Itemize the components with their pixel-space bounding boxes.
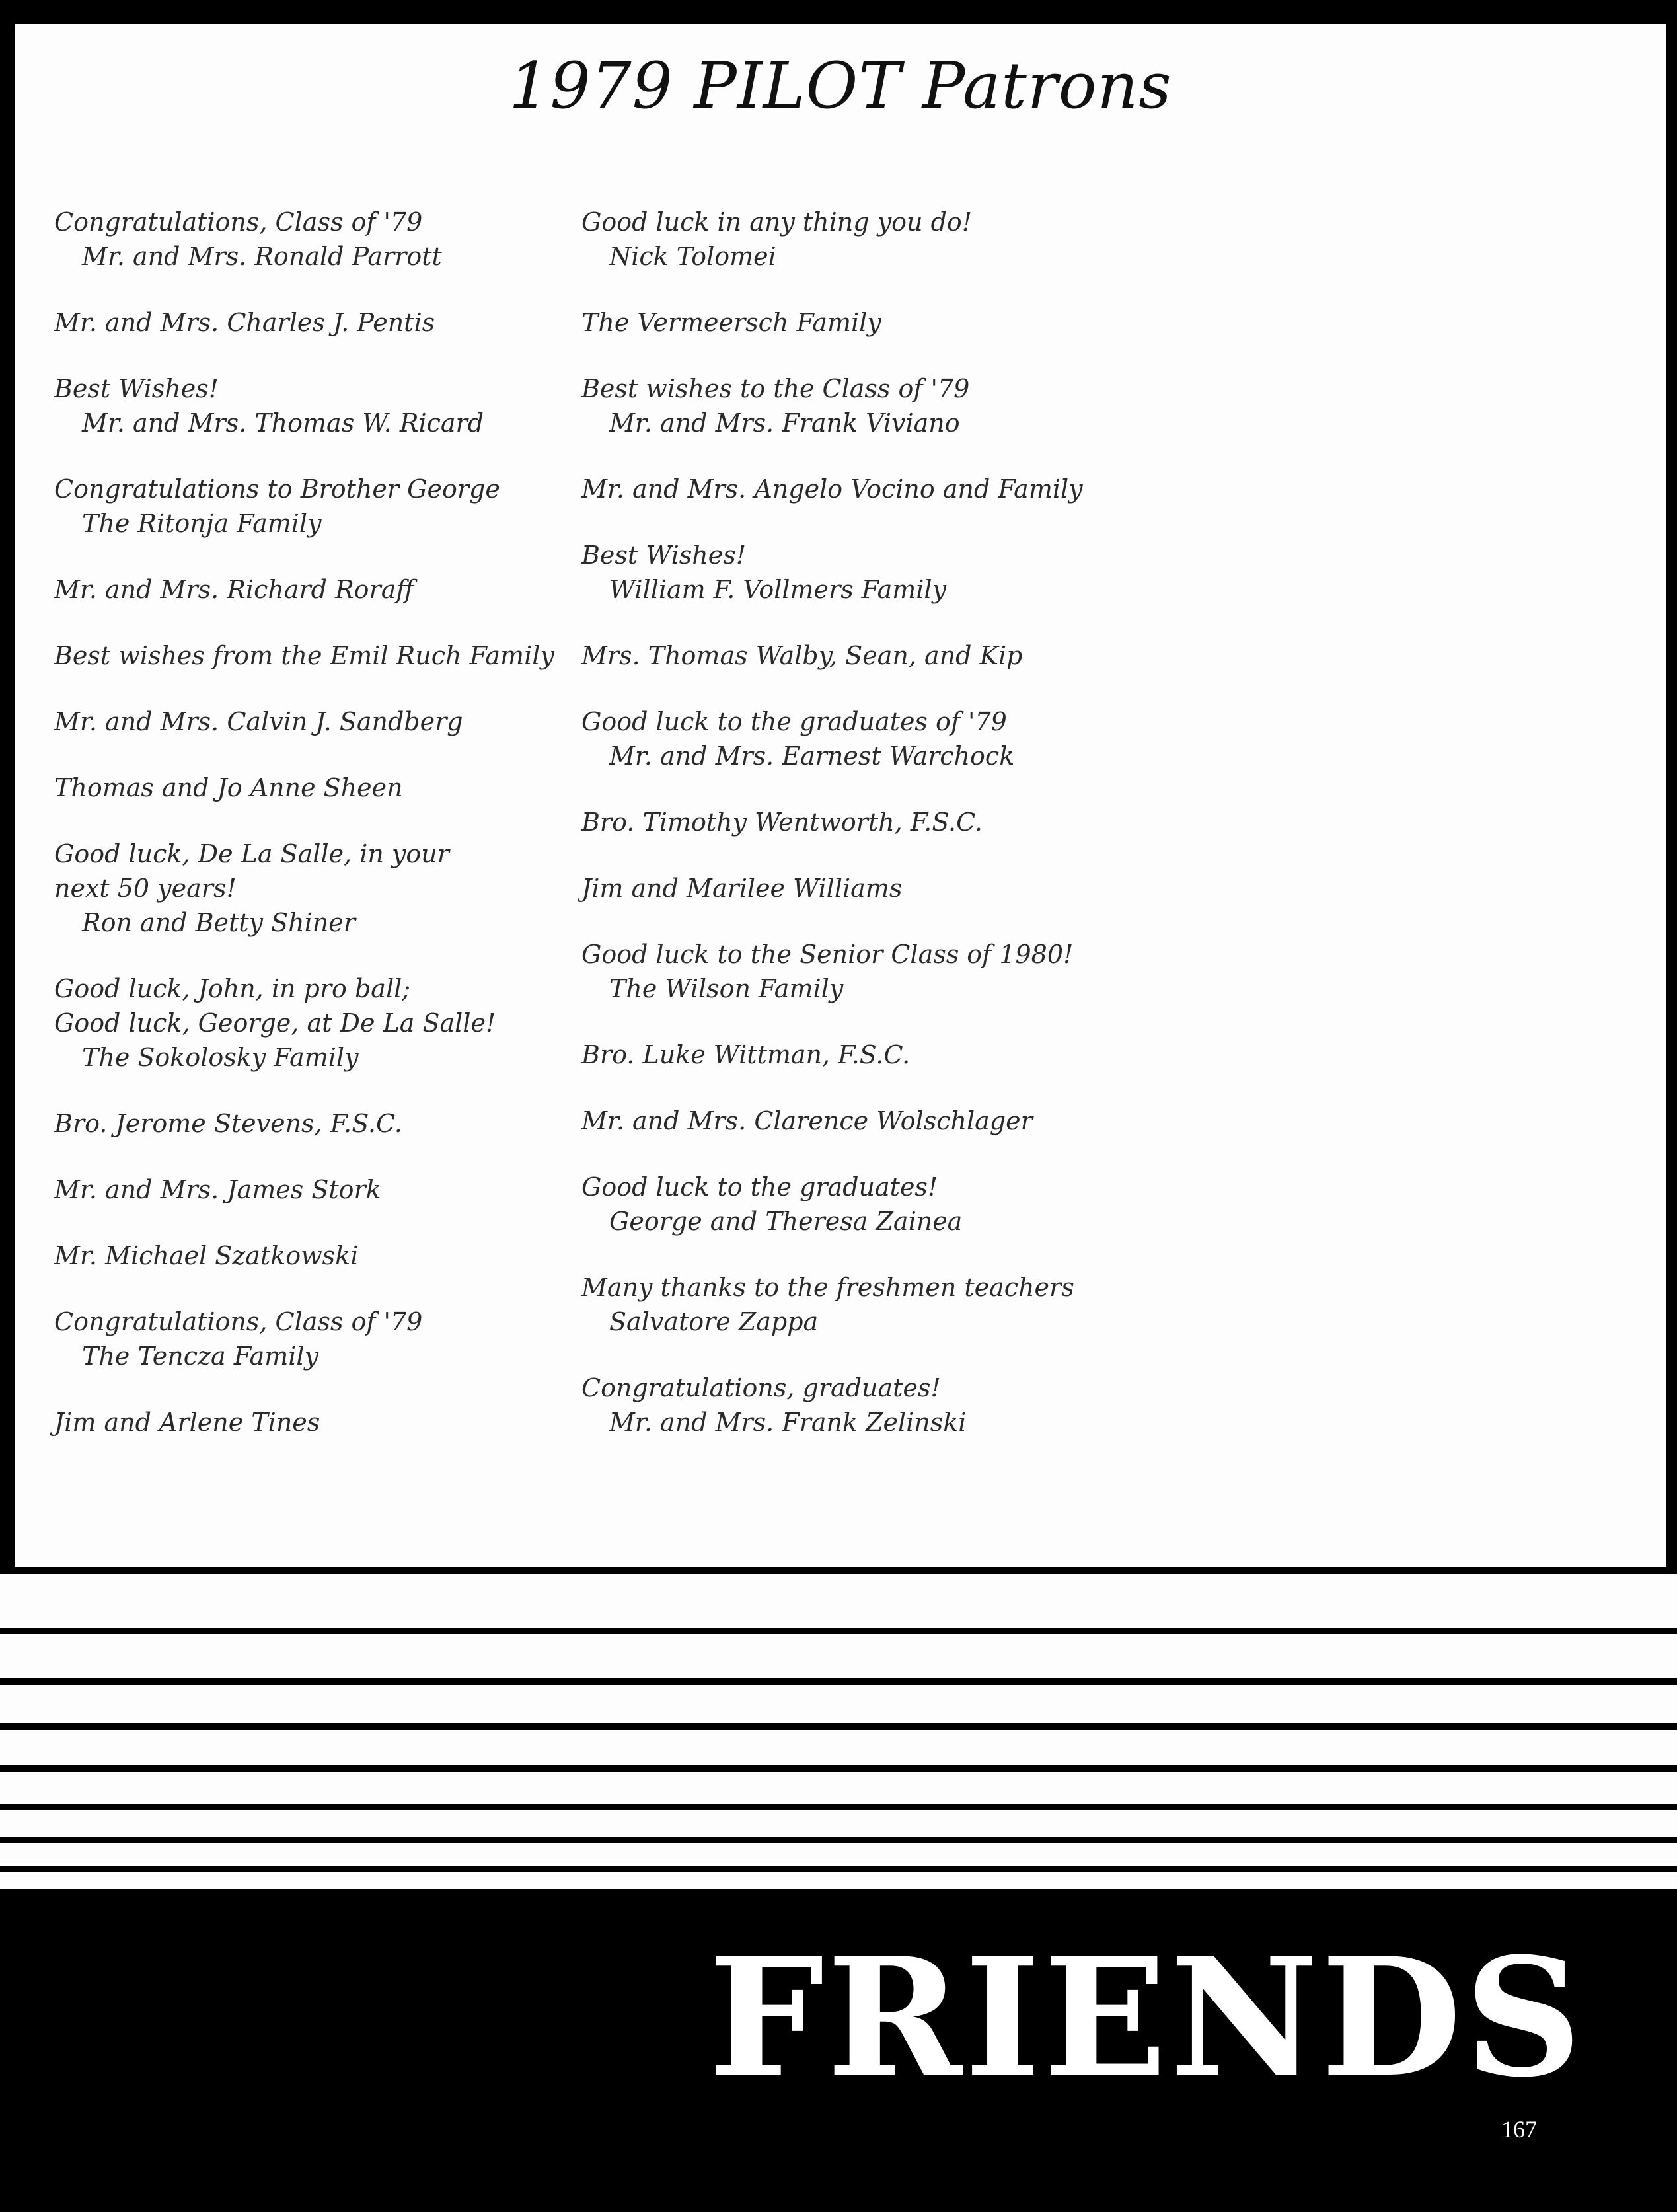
patron-message: Many thanks to the freshmen teachers (581, 1273, 1074, 1302)
patron-name: Mr. and Mrs. Charles J. Pentis (54, 308, 435, 337)
patron-name: Ron and Betty Shiner (82, 908, 355, 937)
patron-name: Mr. and Mrs. Frank Viviano (609, 408, 960, 438)
stripe-line (0, 1678, 1677, 1685)
stripe-line (0, 1837, 1677, 1843)
patron-entry (54, 705, 570, 739)
patron-entry (54, 771, 570, 805)
patron-name: Jim and Marilee Williams (581, 874, 903, 903)
patron-message: Good luck to the graduates! (581, 1172, 938, 1201)
patron-entry (581, 305, 1176, 340)
patron-entry (581, 937, 1176, 1006)
patron-name: Jim and Arlene Tines (54, 1408, 320, 1437)
patron-message: Good luck, George, at De La Salle! (54, 1009, 496, 1038)
patron-name: Mr. and Mrs. James Stork (54, 1175, 381, 1204)
stripe-line (0, 1628, 1677, 1634)
patron-name: Mr. and Mrs. Clarence Wolschlager (581, 1106, 1033, 1135)
patron-entry (581, 638, 1176, 673)
patron-entry (581, 871, 1176, 905)
patron-entry (54, 837, 570, 940)
patron-name: Mrs. Thomas Walby, Sean, and Kip (581, 641, 1023, 670)
patron-name: Bro. Timothy Wentworth, F.S.C. (581, 808, 983, 837)
patron-entry (54, 472, 570, 541)
yearbook-page (15, 24, 1666, 1567)
patron-message: Congratulations, graduates! (581, 1373, 941, 1402)
patron-entry (581, 1038, 1176, 1072)
patron-message: Best Wishes! (54, 374, 219, 403)
patron-entry (581, 538, 1176, 607)
patron-message: Congratulations to Brother George (54, 475, 500, 504)
patron-entry (54, 205, 570, 274)
patron-entry (54, 572, 570, 607)
patron-message: Good luck in any thing you do! (581, 208, 973, 237)
patron-name: Nick Tolomei (609, 242, 776, 271)
patron-entry (54, 1239, 570, 1273)
patron-message: Best wishes to the Class of '79 (581, 374, 970, 403)
stripe-line (0, 1804, 1677, 1810)
patrons-left-column (54, 205, 570, 1471)
patron-name: Salvatore Zappa (609, 1307, 819, 1336)
patron-name: William F. Vollmers Family (609, 575, 947, 604)
page-number: 167 (1501, 2116, 1537, 2143)
patron-entry (54, 1405, 570, 1439)
stripe-line (0, 1889, 1677, 1897)
patron-message: Good luck to the Senior Class of 1980! (581, 940, 1074, 969)
patron-entry (54, 1172, 570, 1207)
patron-name: George and Theresa Zainea (609, 1207, 963, 1236)
patron-entry (581, 1104, 1176, 1138)
patron-name: The Tencza Family (82, 1342, 319, 1371)
footer-band (0, 1897, 1677, 2212)
stripe-line (0, 1765, 1677, 1772)
patron-name: The Wilson Family (609, 974, 844, 1003)
patron-entry (581, 705, 1176, 773)
patron-entry (581, 1270, 1176, 1339)
patron-message: Good luck, John, in pro ball; (54, 974, 411, 1003)
patron-entry (581, 371, 1176, 440)
patron-name: Best wishes from the Emil Ruch Family (54, 641, 554, 670)
patron-entry (54, 305, 570, 340)
patron-name: The Vermeersch Family (581, 308, 881, 337)
patron-message: Good luck to the graduates of '79 (581, 707, 1007, 736)
patron-name: Mr. and Mrs. Richard Roraff (54, 575, 414, 604)
patron-entry (54, 972, 570, 1075)
patron-entry (581, 472, 1176, 506)
patron-name: Mr. and Mrs. Thomas W. Ricard (82, 408, 484, 438)
patron-entry (54, 1106, 570, 1141)
patron-entry (581, 805, 1176, 839)
patron-message: Congratulations, Class of '79 (54, 208, 423, 237)
stripe-line (0, 1567, 1677, 1574)
patron-entry (581, 1371, 1176, 1439)
patron-entry (54, 638, 570, 673)
page-title: 1979 PILOT Patrons (509, 49, 1172, 123)
patron-entry (581, 205, 1176, 274)
patron-message: Good luck, De La Salle, in your (54, 839, 449, 868)
patron-name: Bro. Luke Wittman, F.S.C. (581, 1040, 911, 1069)
patron-name: Mr. Michael Szatkowski (54, 1241, 359, 1270)
patron-message: next 50 years! (54, 874, 237, 903)
patron-name: Mr. and Mrs. Calvin J. Sandberg (54, 707, 463, 736)
section-heading: FRIENDS (708, 1923, 1584, 2114)
patron-name: Mr. and Mrs. Angelo Vocino and Family (581, 475, 1083, 504)
decorative-stripe-band (0, 1567, 1677, 1897)
stripe-line (0, 1866, 1677, 1872)
patron-entry (581, 1170, 1176, 1239)
patron-message: Best Wishes! (581, 541, 747, 570)
patron-name: Mr. and Mrs. Ronald Parrott (82, 242, 442, 271)
patron-name: The Sokolosky Family (82, 1043, 359, 1072)
patron-entry (54, 371, 570, 440)
patron-name: Bro. Jerome Stevens, F.S.C. (54, 1109, 402, 1138)
patron-entry (54, 1305, 570, 1373)
patron-name: Mr. and Mrs. Frank Zelinski (609, 1408, 967, 1437)
patrons-right-column (581, 205, 1176, 1471)
patron-message: Congratulations, Class of '79 (54, 1307, 423, 1336)
patron-name: The Ritonja Family (82, 509, 322, 538)
patron-name: Thomas and Jo Anne Sheen (54, 773, 403, 802)
stripe-line (0, 1723, 1677, 1730)
patron-name: Mr. and Mrs. Earnest Warchock (609, 742, 1015, 771)
